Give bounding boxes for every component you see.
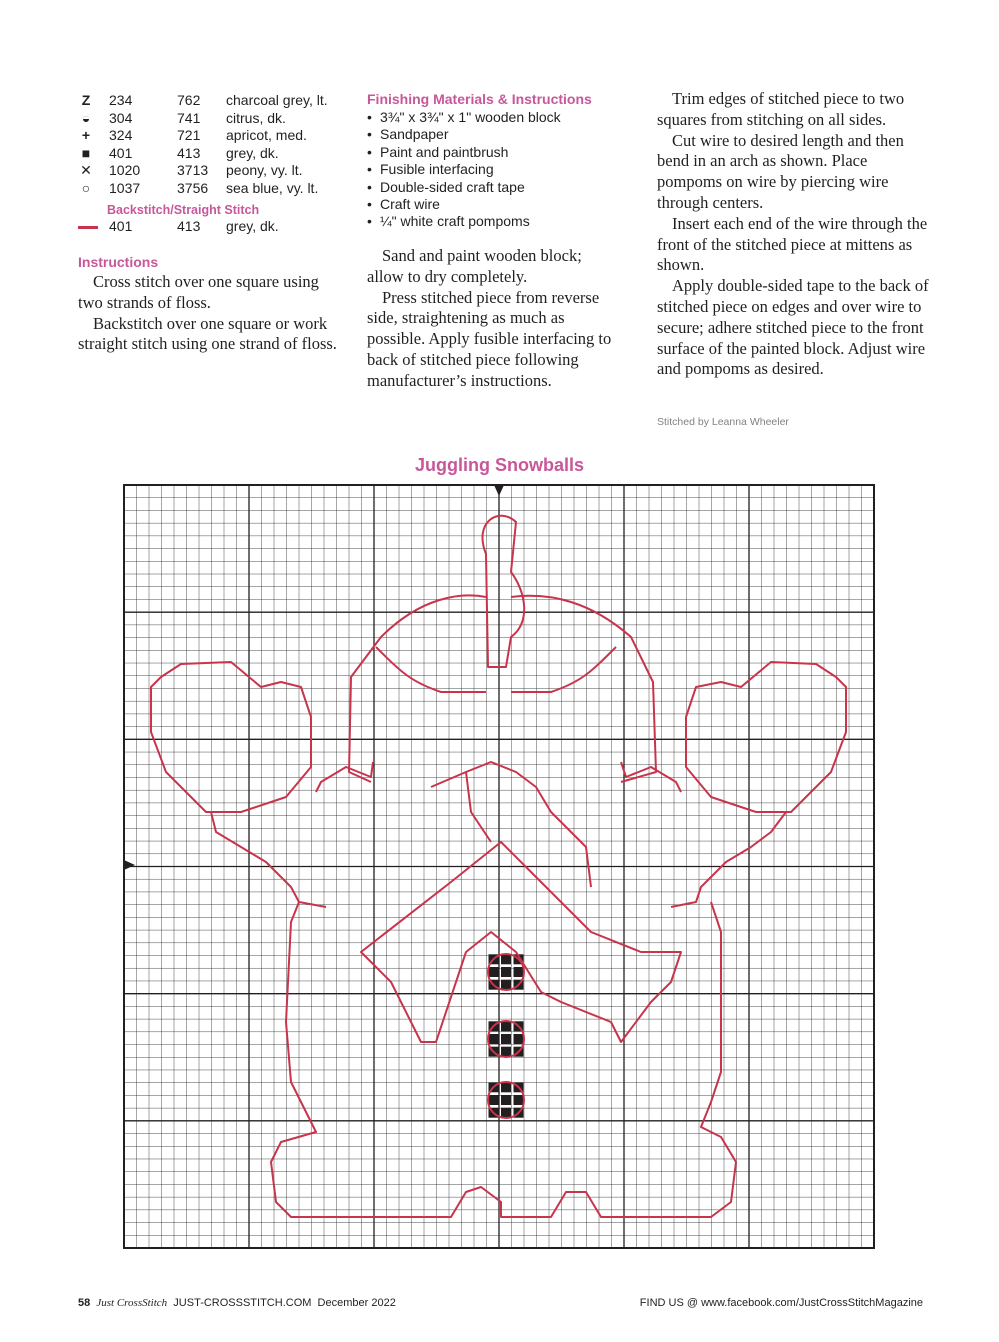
key-dmc-code: 3713 xyxy=(177,162,209,178)
material-item: • Double-sided craft tape xyxy=(367,179,637,196)
chart-grid xyxy=(124,485,874,1248)
key-symbol: + xyxy=(81,127,91,143)
chart-title: Juggling Snowballs xyxy=(414,455,584,475)
key-row xyxy=(78,180,358,198)
finishing-heading: Finishing Materials & Instructions xyxy=(367,91,592,107)
color-key xyxy=(78,92,358,236)
facebook-link[interactable]: FIND US @ www.facebook.com/JustCrossStitchMagazine xyxy=(639,1297,923,1309)
issue-date: December 2022 xyxy=(317,1297,396,1309)
key-color-name: grey, dk. xyxy=(226,144,279,161)
center-arrow-top xyxy=(494,485,504,496)
backstitch-line-swatch xyxy=(78,226,98,229)
key-symbol: ■ xyxy=(81,144,91,161)
instructions-section xyxy=(78,254,343,355)
backstitch-heading: Backstitch/Straight Stitch xyxy=(107,203,260,217)
snowball-stitch xyxy=(489,1034,499,1044)
website: JUST-CROSSSTITCH.COM xyxy=(173,1297,312,1309)
material-item: • ¼" white craft pompoms xyxy=(367,213,637,230)
snowball-stitch xyxy=(514,1095,524,1105)
key-symbol: ✕ xyxy=(80,162,92,178)
key-row xyxy=(78,145,358,163)
finishing-paragraph: Press stitched piece from reverse side, straightening as much as possible. Apply fusible interfacing to back of stitched piece following manufacturer’s instructions. xyxy=(367,287,612,390)
material-item: • 3¾" x 3¾" x 1" wooden block xyxy=(367,109,637,126)
key-symbol: ◒ xyxy=(81,109,91,126)
key-anchor-code: 234 xyxy=(109,92,133,108)
finishing-paragraph: Trim edges of stitched piece to two squares from stitching on all sides. xyxy=(657,89,905,129)
left-mitten-outline xyxy=(151,662,311,812)
key-color-name: peony, vy. lt. xyxy=(226,162,303,178)
scarf-outline xyxy=(431,762,591,887)
finishing-materials xyxy=(367,91,637,231)
key-color-name: apricot, med. xyxy=(226,127,307,143)
key-dmc-code: 762 xyxy=(177,92,201,108)
snowball-stitch xyxy=(501,954,511,964)
snowball-stitch xyxy=(514,967,524,977)
key-anchor-code: 324 xyxy=(109,127,133,143)
key-dmc-code: 413 xyxy=(177,218,201,234)
right-arm-outline xyxy=(621,762,786,907)
snowball-stitch xyxy=(501,1108,511,1118)
key-row xyxy=(78,162,358,180)
key-color-name: citrus, dk. xyxy=(226,109,286,126)
finishing-paragraph: Cut wire to desired length and then bend in an arch as shown. Place pompoms on wire by piercing wire through centers. xyxy=(657,130,904,212)
key-color-name: sea blue, vy. lt. xyxy=(226,179,319,196)
key-row xyxy=(78,110,358,128)
backstitch-row xyxy=(78,218,358,236)
instructions-paragraph: Backstitch over one square or work straight stitch using one strand of floss. xyxy=(78,313,337,354)
carrot-outline xyxy=(482,516,524,667)
instructions-paragraph: Cross stitch over one square using two strands of floss. xyxy=(78,272,319,312)
snowball-stitch xyxy=(501,1034,511,1044)
material-item: • Sandpaper xyxy=(367,126,637,143)
instructions-heading: Instructions xyxy=(78,254,159,270)
hat-brim-outline xyxy=(376,647,616,692)
material-item: • Craft wire xyxy=(367,196,637,213)
snowball-stitch xyxy=(501,1047,511,1057)
left-arm-outline xyxy=(211,762,373,907)
magazine-name: Just CrossStitch xyxy=(96,1297,168,1309)
chart-symbols xyxy=(489,954,524,1117)
key-anchor-code: 401 xyxy=(109,218,133,234)
key-symbol: Z xyxy=(81,92,91,108)
snowball-stitch xyxy=(514,1034,524,1044)
key-anchor-code: 304 xyxy=(109,109,133,126)
finishing-instructions-continued xyxy=(657,89,932,380)
key-color-name: grey, dk. xyxy=(226,218,279,234)
finishing-paragraph: Insert each end of the wire through the front of the stitched piece at mittens as shown. xyxy=(657,213,928,275)
cross-stitch-chart xyxy=(121,482,877,1251)
finishing-paragraph: Sand and paint wooden block; allow to dry completely. xyxy=(367,246,582,286)
material-item: • Paint and paintbrush xyxy=(367,144,637,161)
key-row xyxy=(78,127,358,145)
snowball-stitch xyxy=(501,1095,511,1105)
footer-left xyxy=(78,1297,396,1309)
finishing-instructions xyxy=(367,246,622,392)
key-dmc-code: 721 xyxy=(177,127,201,143)
snowball-stitch xyxy=(489,967,499,977)
finishing-paragraph: Apply double-sided tape to the back of stitched piece on edges and over wire to secure; adhere stitched piece to the front surface of the painted block. Adjust wire and pompoms as desired. xyxy=(657,276,929,379)
key-row xyxy=(78,92,358,110)
body-outline xyxy=(271,902,736,1217)
snowball-stitch xyxy=(501,1082,511,1092)
stitched-by-credit: Stitched by Leanna Wheeler xyxy=(657,416,789,428)
key-color-name: charcoal grey, lt. xyxy=(226,92,328,108)
page-number: 58 xyxy=(78,1297,91,1309)
scarf-outline xyxy=(361,842,681,1042)
key-symbol: ○ xyxy=(81,179,91,196)
right-mitten-outline xyxy=(686,662,846,812)
center-arrow-left xyxy=(124,860,135,870)
materials-list xyxy=(367,109,637,231)
key-anchor-code: 401 xyxy=(109,144,133,161)
key-dmc-code: 3756 xyxy=(177,179,209,196)
snowball-stitch xyxy=(501,1021,511,1031)
key-dmc-code: 413 xyxy=(177,144,201,161)
material-item: • Fusible interfacing xyxy=(367,161,637,178)
hat-outline xyxy=(349,595,656,782)
key-anchor-code: 1020 xyxy=(109,162,141,178)
key-anchor-code: 1037 xyxy=(109,179,141,196)
snowball-stitch xyxy=(489,1095,499,1105)
snowball-stitch xyxy=(501,967,511,977)
key-dmc-code: 741 xyxy=(177,109,201,126)
snowball-stitch xyxy=(501,980,511,990)
